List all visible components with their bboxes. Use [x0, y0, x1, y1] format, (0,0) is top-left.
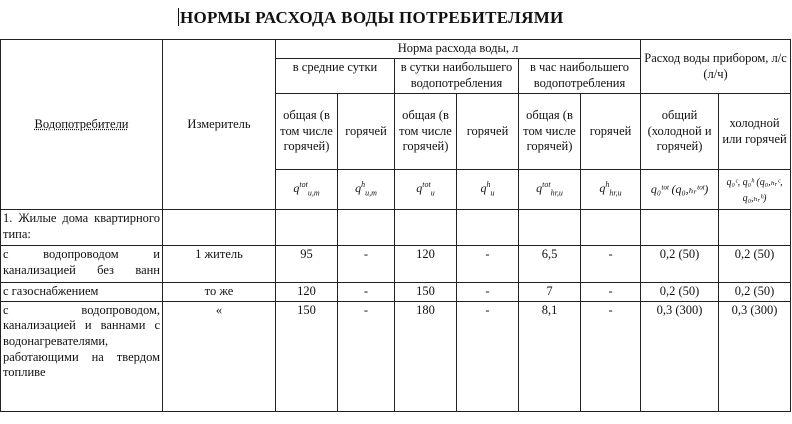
value-cell: - — [338, 283, 395, 302]
table-row — [1, 283, 791, 302]
value-cell: - — [581, 301, 641, 411]
text-cursor — [178, 8, 179, 26]
header-max-hour: в час наибольшего водопотребления — [519, 59, 641, 94]
header-device-flow: Расход воды прибором, л/с (л/ч) — [641, 40, 791, 94]
header-avg-day: в средние сутки — [276, 59, 395, 94]
header-device-total: общий (холодной и горячей) — [641, 94, 719, 170]
header-device-cold-hot: холодной или горячей — [719, 94, 791, 170]
value-cell: 120 — [276, 283, 338, 302]
value-cell — [457, 210, 519, 246]
value-cell: 6,5 — [519, 246, 581, 283]
sym-device-cold-hot: q₀ᶜ, q₀ʰ (q₀,ₕᵣᶜ, q₀,ₕᵣʰ) — [719, 170, 791, 210]
value-cell: 120 — [395, 246, 457, 283]
table-row — [1, 301, 791, 411]
value-cell — [519, 210, 581, 246]
value-cell: 95 — [276, 246, 338, 283]
value-cell: 0,2 (50) — [719, 283, 791, 302]
value-cell: - — [581, 283, 641, 302]
header-max-day: в сутки наибольшего водопотребления — [395, 59, 519, 94]
value-cell — [276, 210, 338, 246]
value-cell — [395, 210, 457, 246]
value-cell: 8,1 — [519, 301, 581, 411]
value-cell: - — [338, 246, 395, 283]
meter-cell: « — [163, 301, 276, 411]
consumer-cell: с водопроводом, канализацией и ваннами с водонагревателями, работающими на твердом топливе — [1, 301, 163, 411]
value-cell: 7 — [519, 283, 581, 302]
value-cell: 0,2 (50) — [641, 246, 719, 283]
value-cell — [641, 210, 719, 246]
sym-hr-total: $q^{tot}_{hr,u}$ — [519, 170, 581, 210]
value-cell: - — [581, 246, 641, 283]
header-day-total: общая (в том числе горячей) — [395, 94, 457, 170]
page-title: НОРМЫ РАСХОДА ВОДЫ ПОТРЕБИТЕЛЯМИ — [180, 8, 564, 27]
value-cell — [719, 210, 791, 246]
water-consumption-table — [0, 39, 791, 412]
value-cell: - — [457, 246, 519, 283]
header-avg-total: общая (в том числе горячей) — [276, 94, 338, 170]
value-cell: - — [457, 301, 519, 411]
sym-hr-hot: $q^h_{hr,u}$ — [581, 170, 641, 210]
header-hr-total: общая (в том числе горячей) — [519, 94, 581, 170]
value-cell — [581, 210, 641, 246]
header-day-hot: горячей — [457, 94, 519, 170]
value-cell: - — [457, 283, 519, 302]
sym-avg-hot: $q^h_{u,m}$ — [338, 170, 395, 210]
consumer-cell: 1. Жилые дома квартирного типа: — [1, 210, 163, 246]
meter-cell: 1 житель — [163, 246, 276, 283]
value-cell: 150 — [276, 301, 338, 411]
consumer-cell: с газоснабжением — [1, 283, 163, 302]
value-cell: 150 — [395, 283, 457, 302]
sym-day-hot: $q^h_u$ — [457, 170, 519, 210]
table-row — [1, 246, 791, 283]
header-consumers: Водопотребители — [1, 40, 163, 210]
header-hr-hot: горячей — [581, 94, 641, 170]
value-cell: 0,3 (300) — [641, 301, 719, 411]
value-cell — [338, 210, 395, 246]
value-cell: 0,2 (50) — [719, 246, 791, 283]
sym-avg-total: $q^{tot}_{u,m}$ — [276, 170, 338, 210]
meter-cell — [163, 210, 276, 246]
consumer-cell: с водопроводом и канализацией без ванн — [1, 246, 163, 283]
header-avg-hot: горячей — [338, 94, 395, 170]
value-cell: - — [338, 301, 395, 411]
sym-day-total: $q^{tot}_u$ — [395, 170, 457, 210]
header-meter: Измеритель — [163, 40, 276, 210]
value-cell: 0,3 (300) — [719, 301, 791, 411]
value-cell: 180 — [395, 301, 457, 411]
meter-cell: то же — [163, 283, 276, 302]
header-norm-group: Норма расхода воды, л — [276, 40, 641, 59]
table-row — [1, 210, 791, 246]
sym-device-total: q₀ᵗᵒᵗ (q₀,ₕᵣᵗᵒᵗ) — [641, 170, 719, 210]
value-cell: 0,2 (50) — [641, 283, 719, 302]
